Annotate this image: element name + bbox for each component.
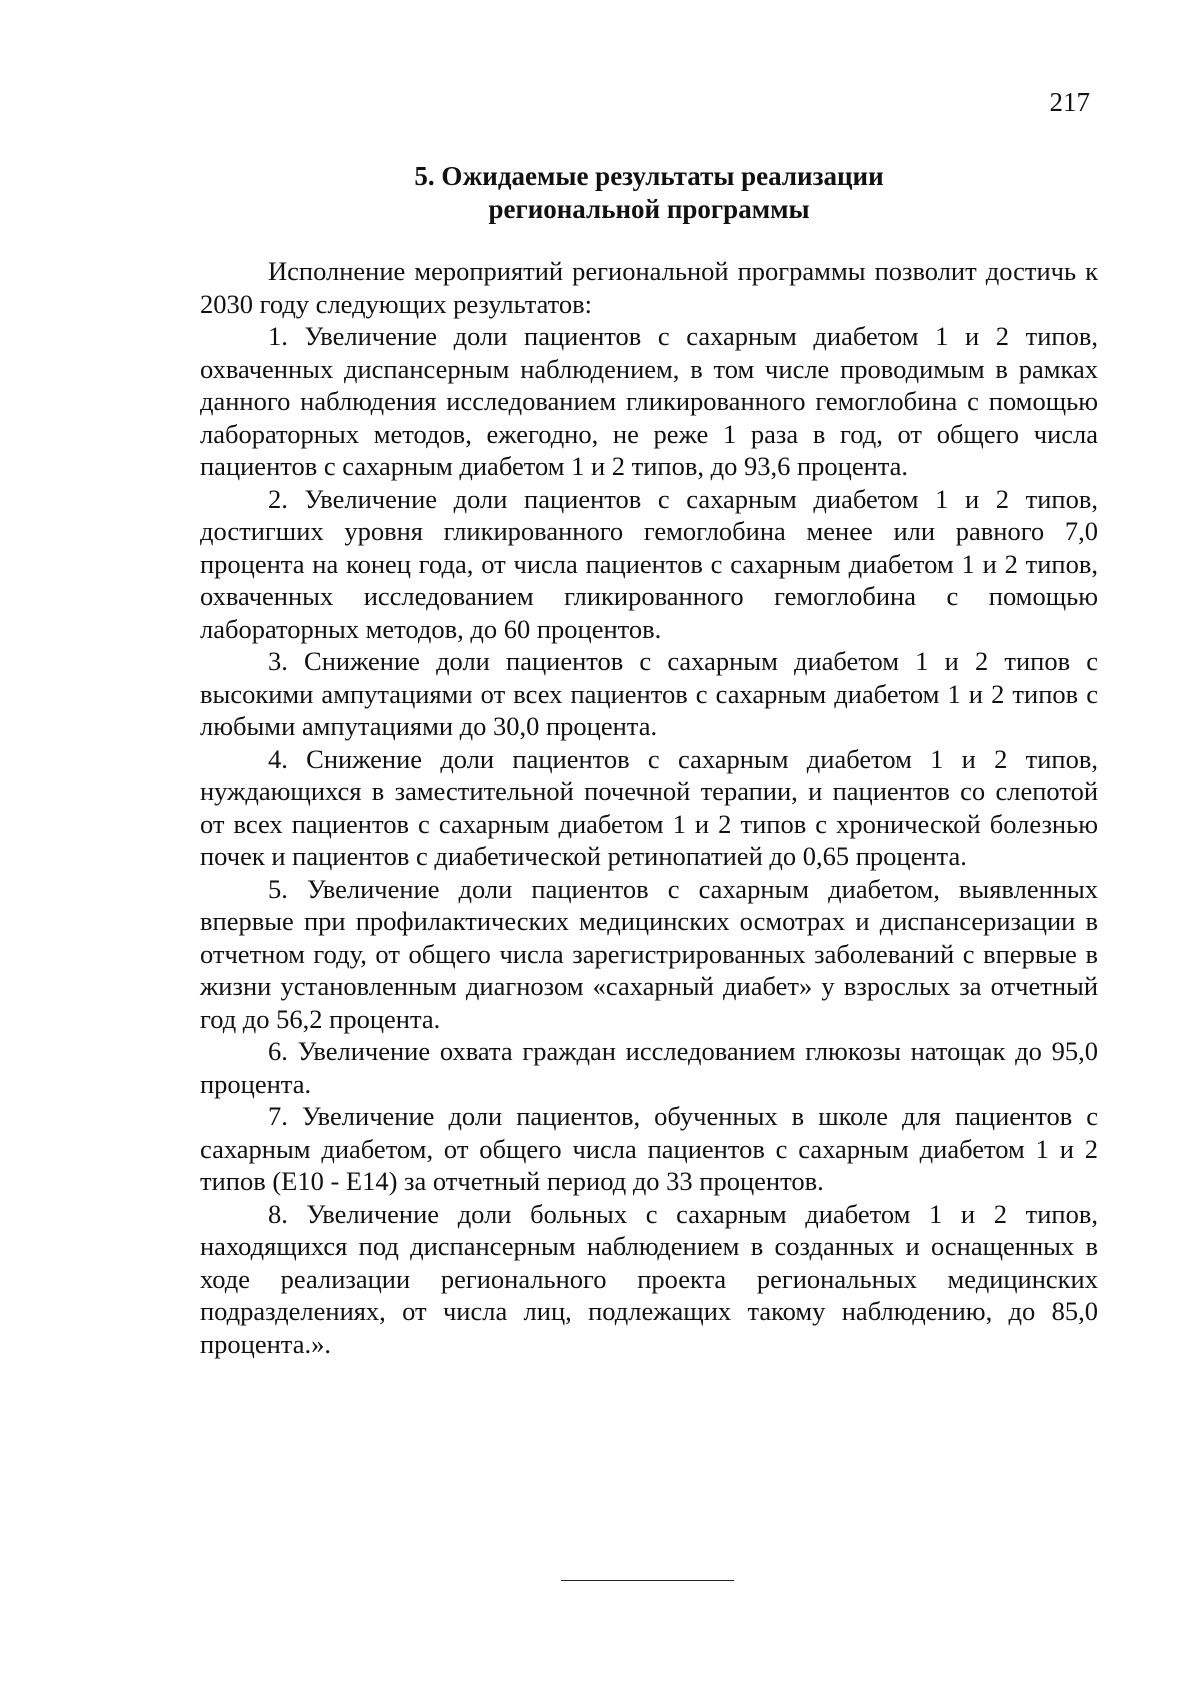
page-number: 217	[1049, 87, 1090, 117]
section-heading-line-2: региональной программы	[488, 194, 810, 224]
end-of-text-rule	[561, 1580, 734, 1581]
result-item-5: 5. Увеличение доли пациентов с сахарным диабетом, выявленных впервые при профилактических медицинских осмотрах и диспансеризации в отчетном году, от общего числа зарегистрированных заболеваний с впервые в жизни установленным диагнозом «сахарный диабет» у взрослых за отчетный год до 56,2 процента.	[200, 873, 1098, 1034]
result-item-3: 3. Снижение доли пациентов с сахарным диабетом 1 и 2 типов с высокими ампутациями от всех пациентов с сахарным диабетом 1 и 2 типов с любыми ампутациями до 30,0 процента.	[200, 646, 1098, 741]
result-item-1: 1. Увеличение доли пациентов с сахарным диабетом 1 и 2 типов, охваченных диспансерным наблюдением, в том числе проводимым в рамках данного наблюдения исследованием гликированного гемоглобина с помощью лабораторных методов, ежегодно, не реже 1 раза в год, от общего числа пациентов с сахарным диабетом 1 и 2 типов, до 93,6 процента.	[200, 321, 1098, 481]
result-item-2: 2. Увеличение доли пациентов с сахарным диабетом 1 и 2 типов, достигших уровня гликированного гемоглобина менее или равного 7,0 процента на конец года, от числа пациентов с сахарным диабетом 1 и 2 типов, охваченных исследованием гликированного гемоглобина с помощью лабораторных методов, до 60 процентов.	[200, 483, 1098, 644]
section-heading-line-1: 5. Ожидаемые результаты реализации	[414, 161, 884, 191]
body-text	[200, 255, 1098, 1360]
result-item-6: 6. Увеличение охвата граждан исследованием глюкозы натощак до 95,0 процента.	[200, 1036, 1098, 1099]
intro-paragraph: Исполнение мероприятий региональной программы позволит достичь к 2030 году следующих результатов:	[200, 256, 1098, 319]
result-item-8: 8. Увеличение доли больных с сахарным диабетом 1 и 2 типов, находящихся под диспансерным наблюдением в созданных и оснащенных в ходе реализации регионального проекта региональных медицинских подразделениях, от числа лиц, подлежащих такому наблюдению, до 85,0 процента.».	[200, 1198, 1098, 1359]
result-item-4: 4. Снижение доли пациентов с сахарным диабетом 1 и 2 типов, нуждающихся в заместительной почечной терапии, и пациентов со слепотой от всех пациентов с сахарным диабетом 1 и 2 типов с хронической болезнью почек и пациентов с диабетической ретинопатией до 0,65 процента.	[200, 743, 1098, 871]
result-item-7: 7. Увеличение доли пациентов, обученных в школе для пациентов с сахарным диабетом, от общего числа пациентов с сахарным диабетом 1 и 2 типов (Е10 - Е14) за отчетный период до 33 процентов.	[200, 1101, 1098, 1196]
section-heading	[200, 160, 1098, 226]
